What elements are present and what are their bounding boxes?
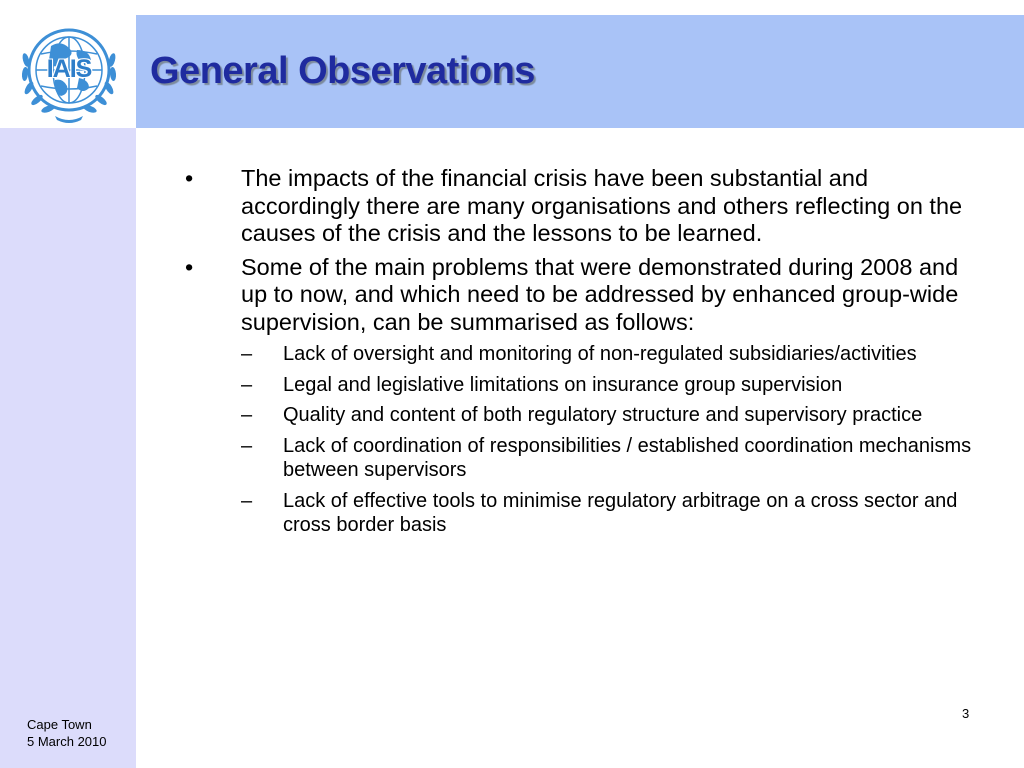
- page-number: 3: [962, 706, 970, 721]
- sub-bullet-marker: –: [241, 343, 253, 365]
- bullet-item: [180, 254, 980, 337]
- bullet-marker: •: [185, 165, 194, 191]
- sub-bullet-item: [241, 403, 980, 428]
- footer-location: Cape Town: [27, 717, 92, 732]
- sub-bullet-text: Lack of coordination of responsibilities / established coordination mechanisms between supervisors: [283, 434, 972, 481]
- footer-location-date: [27, 716, 107, 750]
- sub-bullet-text: Lack of effective tools to minimise regulatory arbitrage on a cross sector and cross border basis: [283, 489, 958, 536]
- sub-bullet-marker: –: [241, 434, 253, 457]
- slide-title: General Observations: [150, 50, 535, 92]
- sub-bullet-text: Lack of oversight and monitoring of non-regulated subsidiaries/activities: [283, 343, 917, 365]
- sub-bullet-marker: –: [241, 489, 253, 512]
- sub-bullet-text: Quality and content of both regulatory structure and supervisory practice: [283, 404, 923, 426]
- sub-bullet-marker: –: [241, 373, 253, 396]
- sub-bullet-item: [241, 342, 980, 367]
- sub-bullet-marker: –: [241, 404, 253, 426]
- bullet-marker: •: [185, 253, 194, 280]
- sub-bullet-item: [241, 434, 980, 483]
- sub-bullet-item: [241, 373, 980, 398]
- logo-area: [0, 0, 136, 128]
- bullet-item: [180, 165, 980, 248]
- bullet-text: The impacts of the financial crisis have been substantial and accordingly there are many organisations and others reflecting on the causes of the crisis and the lessons to be learned.: [241, 165, 963, 246]
- sub-bullet-text: Legal and legislative limitations on insurance group supervision: [283, 373, 843, 396]
- content-area: [180, 165, 980, 544]
- bullet-text: Some of the main problems that were demonstrated during 2008 and up to now, and which need to be addressed by enhanced group-wide supervision, can be summarised as follows:: [241, 253, 959, 335]
- sub-bullet-item: [241, 489, 980, 538]
- footer-date: 5 March 2010: [27, 734, 107, 749]
- logo-text: IAIS: [46, 55, 92, 83]
